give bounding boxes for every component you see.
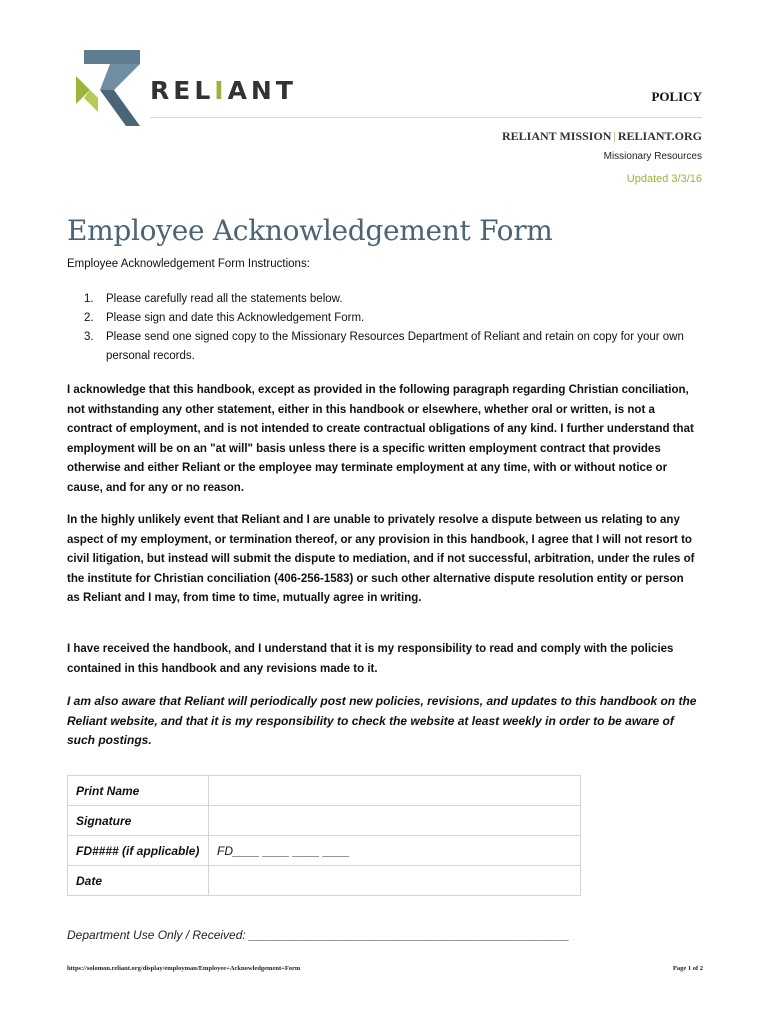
signature-table [67, 775, 581, 896]
mission-line [502, 129, 702, 144]
list-item [84, 309, 704, 328]
department-use-line: Department Use Only / Received: ________________________________________________ [67, 928, 570, 942]
step-text: Please carefully read all the statements below. [106, 293, 343, 305]
date-field[interactable] [209, 866, 581, 896]
instructions-list [84, 290, 704, 366]
step-text: Please send one signed copy to the Missionary Resources Department of Reliant and retain on copy for your own personal records. [106, 331, 684, 362]
brand-wordmark [150, 76, 297, 105]
table-row [68, 866, 581, 896]
dispute-paragraph: In the highly unlikely event that Reliant and I are unable to privately resolve a dispute between us relating to any aspect of my employment, or termination thereof, or any provision in this handbook, I agree that I will not resort to civil litigation, but instead will submit the dispute to mediation, and if not successful, arbitration, under the rules of the institute for Christian conciliation (406-256-1583) or such other alternative dispute resolution entity or person as Reliant and I may, from time to time, mutually agree in writing. [67, 514, 695, 605]
header-divider [150, 117, 702, 118]
brand-text-i: I [214, 76, 228, 105]
print-name-field[interactable] [209, 776, 581, 806]
acknowledgement-paragraph: I acknowledge that this handbook, except as provided in the following paragraph regarding Christian conciliation, not withstanding any other statement, either in this handbook or elsewhere, whether oral or written, is not a contract of employment, and is not intended to create contractual obligations of any kind. I further understand that employment will be on an "at will" basis unless there is a specific written employment contract that provides otherwise and either Reliant or the employee may terminate employment at any time, with or without notice or cause, and for any or no reason. [67, 384, 694, 494]
step-number: 1. [84, 293, 94, 305]
department-label: Missionary Resources [603, 151, 702, 162]
page-title: Employee Acknowledgement Form [67, 214, 553, 247]
table-row [68, 836, 581, 866]
brand-text-pre: REL [150, 76, 215, 105]
list-item [84, 290, 704, 309]
step-number: 3. [84, 331, 94, 343]
website-updates-paragraph: I am also aware that Reliant will periodically post new policies, revisions, and updates to this handbook on the Reliant website, and that it is my responsibility to check the website at least weekly in order to be aware of such postings. [67, 694, 697, 748]
updated-date: Updated 3/3/16 [626, 173, 702, 185]
table-row [68, 776, 581, 806]
mission-text: RELIANT MISSION [501, 129, 612, 143]
instructions-heading: Employee Acknowledgement Form Instructions: [67, 258, 310, 270]
page-number: Page 1 of 2 [672, 965, 703, 972]
footer-url: https://solomon.reliant.org/display/employman/Employee+Acknowledgement+Form [67, 965, 301, 972]
table-row [68, 806, 581, 836]
brand-text-post: ANT [227, 76, 297, 105]
handbook-receipt-paragraph: I have received the handbook, and I understand that it is my responsibility to read and comply with the policies contained in this handbook and any revisions made to it. [67, 643, 674, 675]
mission-url: RELIANT.ORG [617, 129, 702, 143]
print-name-label: Print Name [68, 776, 209, 806]
policy-label: POLICY [651, 89, 702, 104]
mission-separator: | [613, 129, 616, 143]
step-text: Please sign and date this Acknowledgement Form. [106, 312, 365, 324]
fd-number-label: FD#### (if applicable) [68, 836, 209, 866]
list-item [84, 328, 704, 366]
signature-label: Signature [68, 806, 209, 836]
signature-field[interactable] [209, 806, 581, 836]
fd-number-field[interactable]: FD____ ____ ____ ____ [209, 836, 581, 866]
step-number: 2. [84, 312, 94, 324]
date-label: Date [68, 866, 209, 896]
reliant-logo-icon [70, 50, 140, 126]
